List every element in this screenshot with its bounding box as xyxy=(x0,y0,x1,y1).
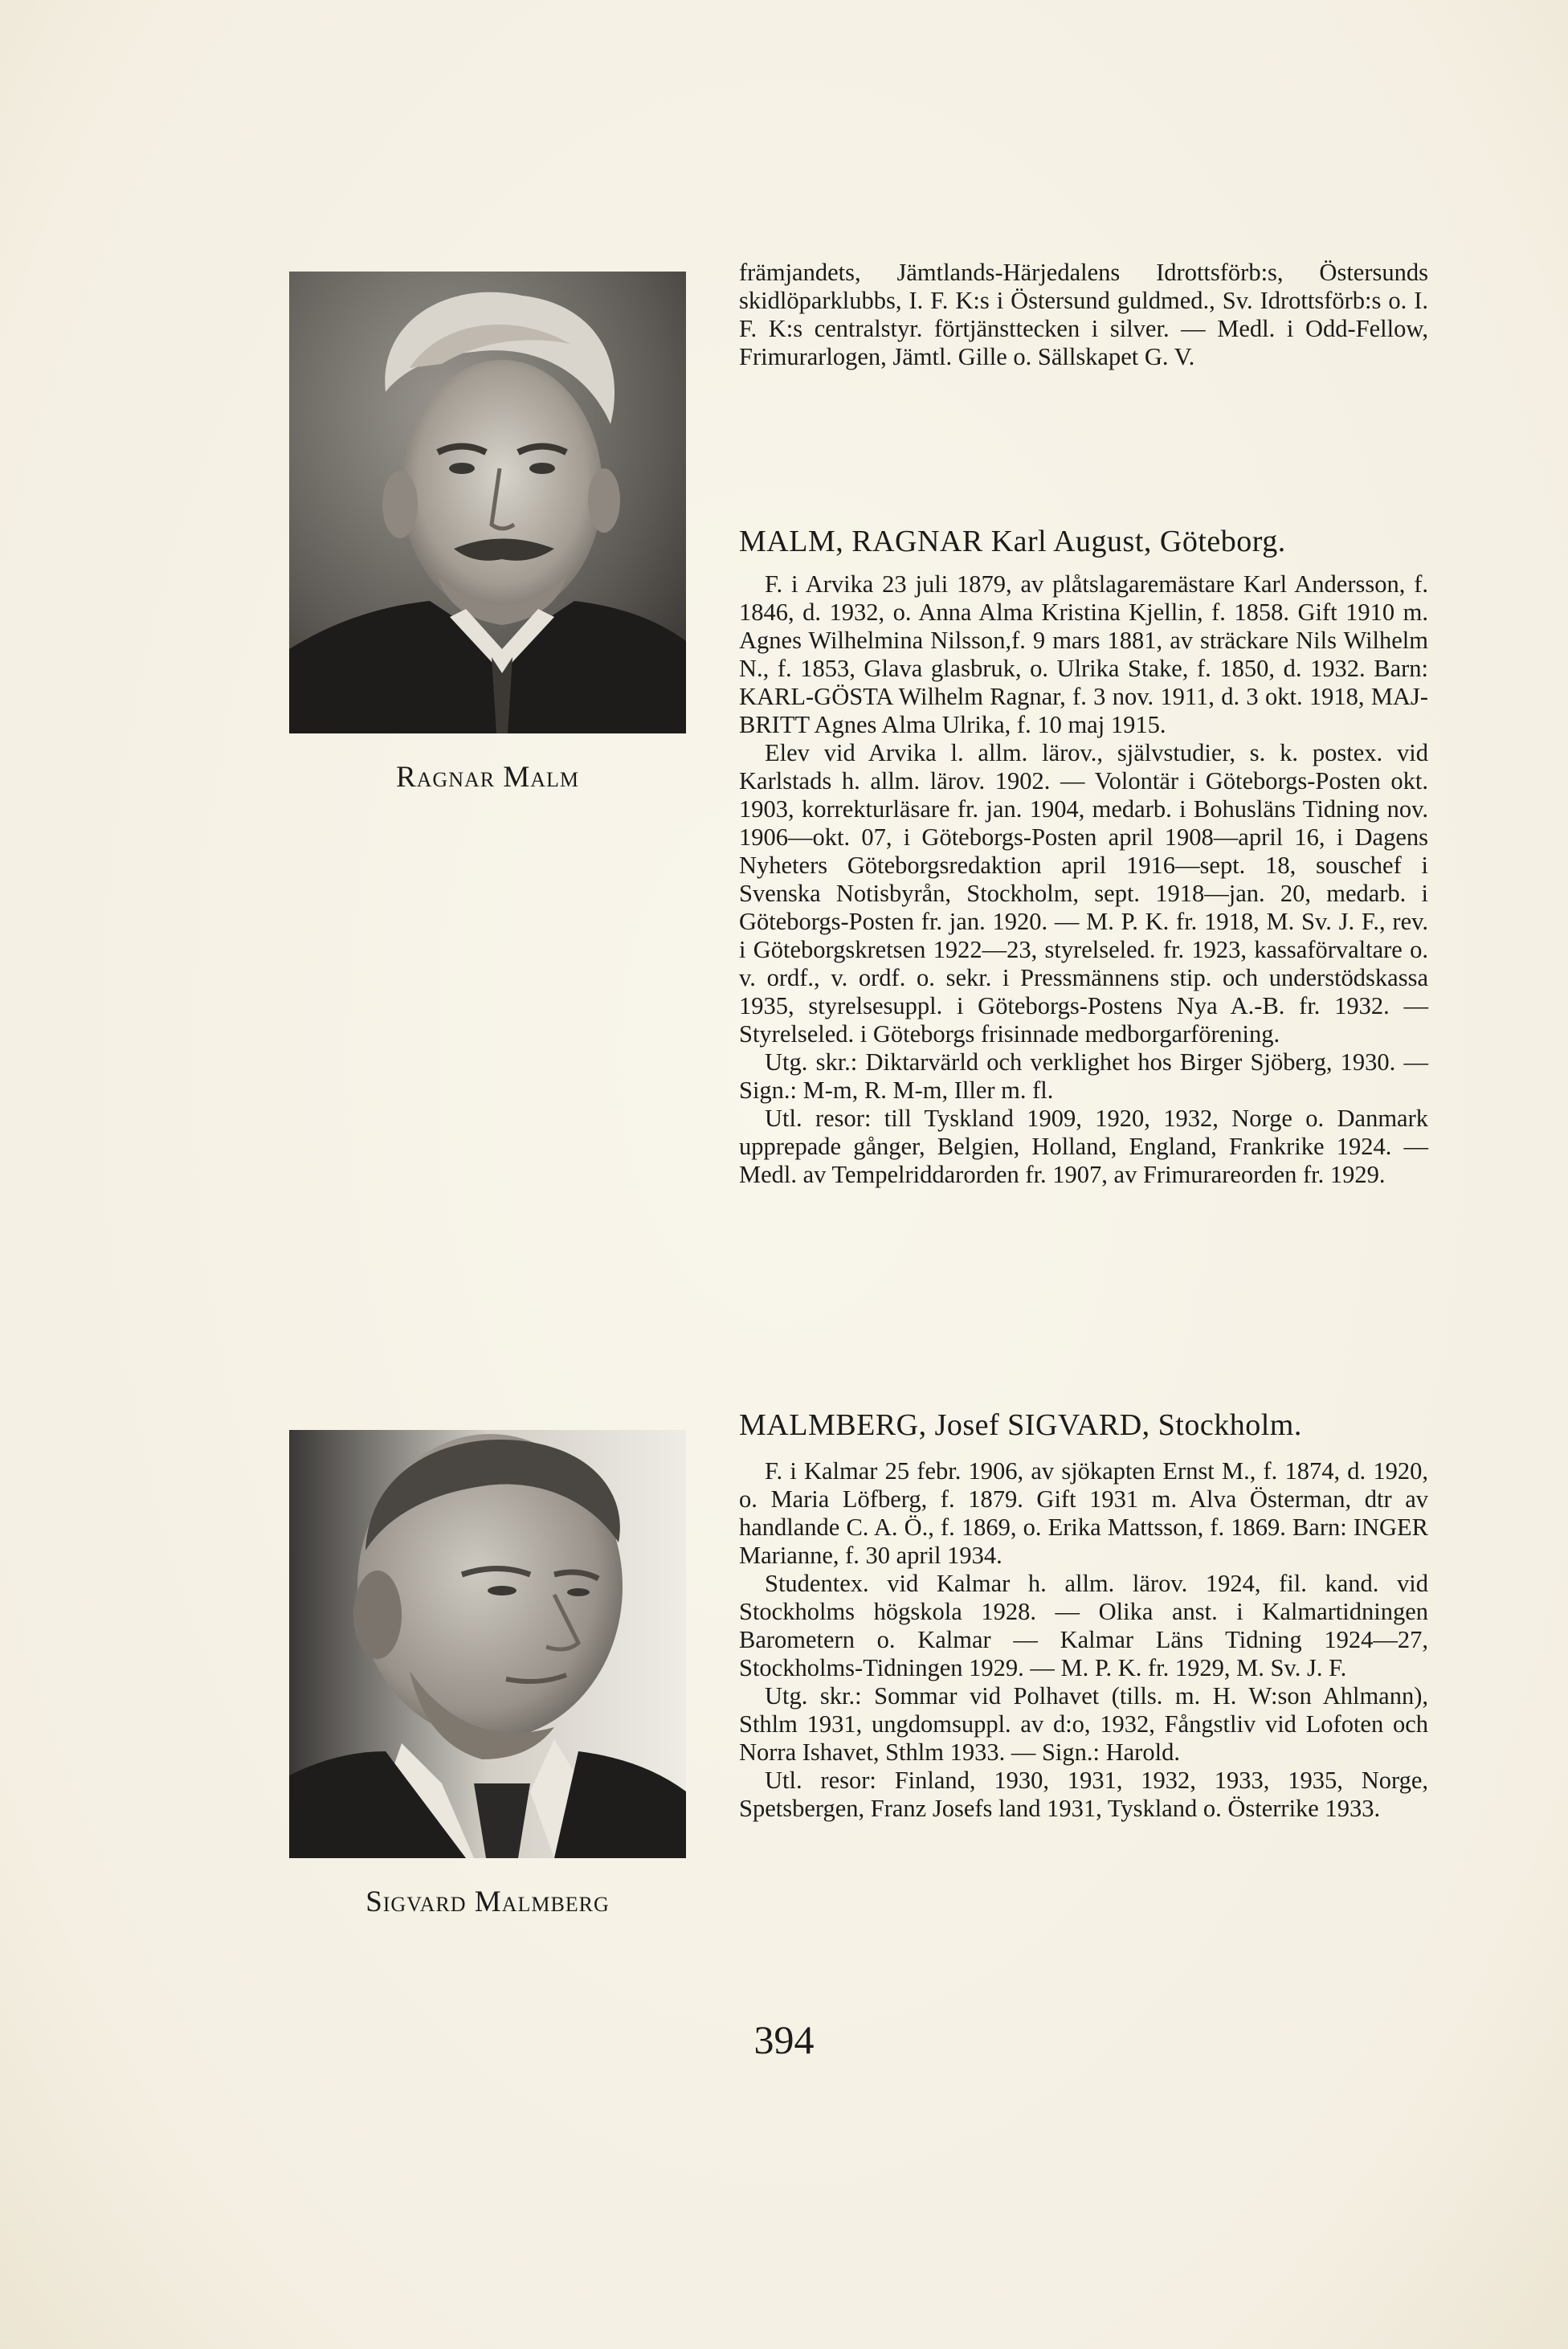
entry-paragraph: F. i Kalmar 25 febr. 1906, av sjökapten Ernst M., f. 1874, d. 1920, o. Maria Löfberg, f. 1879. Gift 1931 m. Alva Österman, dtr av handlande C. A. Ö., f. 1869, o. Erika Mattsson, f. 1869. Barn: INGER Marianne, f. 30 april 1934. xyxy=(739,1457,1428,1569)
caption-text: Sigvard Malmberg xyxy=(365,1885,610,1918)
entry-body-malm xyxy=(739,570,1428,1189)
entry-paragraph: Utl. resor: Finland, 1930, 1931, 1932, 1933, 1935, Norge, Spetsbergen, Franz Josefs land 1931, Tyskland o. Österrike 1933. xyxy=(739,1767,1428,1822)
portrait-image xyxy=(289,272,686,733)
portrait-ragnar-malm xyxy=(289,272,686,733)
continuation-text xyxy=(739,259,1428,371)
entry-paragraph: F. i Arvika 23 juli 1879, av plåtslagaremästare Karl Andersson, f. 1846, d. 1932, o. Anna Alma Kristina Kjellin, f. 1858. Gift 1910 m. Agnes Wilhelmina Nilsson,f. 9 mars 1881, av sträckare Nils Wilhelm N., f. 1853, Glava glasbruk, o. Ulrika Stake, f. 1850, d. 1932. Barn: KARL-GÖSTA Wilhelm Ragnar, f. 3 nov. 1911, d. 3 okt. 1918, MAJ-BRITT Agnes Alma Ulrika, f. 10 maj 1915. xyxy=(739,570,1428,738)
portrait-caption-ragnar-malm xyxy=(289,760,686,795)
portrait-sigvard-malmberg xyxy=(289,1430,686,1858)
entry-paragraph: Studentex. vid Kalmar h. allm. lärov. 1924, fil. kand. vid Stockholms högskola 1928. — Olika anst. i Kalmartidningen Barometern o. Kalmar — Kalmar Läns Tidning 1924—27, Stockholms-Tidningen 1929. — M. P. K. fr. 1929, M. Sv. J. F. xyxy=(739,1570,1428,1681)
entry-body-malmberg xyxy=(739,1457,1428,1823)
portrait-caption-sigvard-malmberg xyxy=(289,1885,686,1919)
entry-paragraph: Utl. resor: till Tyskland 1909, 1920, 1932, Norge o. Danmark upprepade gånger, Belgien, Holland, England, Frankrike 1924. — Medl. av Tempelriddarorden fr. 1907, av Frimurareorden fr. 1929. xyxy=(739,1105,1428,1188)
entry-paragraph: Elev vid Arvika l. allm. lärov., självstudier, s. k. postex. vid Karlstads h. allm. lärov. 1902. — Volontär i Göteborgs-Posten okt. 1903, korrekturläsare fr. jan. 1904, medarb. i Bohusläns Tidning nov. 1906—okt. 07, i Göteborgs-Posten april 1908—april 16, i Dagens Nyheters Göteborgsredaktion april 1916—sept. 18, souschef i Svenska Notisbyrån, Stockholm, sept. 1918—jan. 20, medarb. i Göteborgs-Posten fr. jan. 1920. — M. P. K. fr. 1918, M. Sv. J. F., rev. i Göteborgskretsen 1922—23, styrelseled. fr. 1923, kassaförvaltare o. v. ordf., v. ordf. o. sekr. i Pressmännens stip. och understödskassa 1935, styrelsesuppl. i Göteborgs-Postens Nya A.-B. fr. 1932. — Styrelseled. i Göteborgs frisinnade medborgarförening. xyxy=(739,739,1428,1048)
entry-heading-malmberg: MALMBERG, Josef SIGVARD, Stockholm. xyxy=(739,1408,1302,1442)
portrait-image xyxy=(289,1430,686,1858)
entry-paragraph: Utg. skr.: Sommar vid Polhavet (tills. m. H. W:son Ahlmann), Sthlm 1931, ungdomsuppl. av d:o, 1932, Fångstliv vid Lofoten och Norra Ishavet, Sthlm 1933. — Sign.: Harold. xyxy=(739,1682,1428,1766)
continuation-paragraph: främjandets, Jämtlands-Härjedalens Idrottsförb:s, Östersunds skidlöparklubbs, I. F. K:s i Östersund guldmed., Sv. Idrottsförb:s o. I. F. K:s centralstyr. förtjänsttecken i silver. — Medl. i Odd-Fellow, Frimurarlogen, Jämtl. Gille o. Sällskapet G. V. xyxy=(739,259,1428,370)
entry-heading-malm: MALM, RAGNAR Karl August, Göteborg. xyxy=(739,525,1286,558)
caption-text: Ragnar Malm xyxy=(395,761,580,794)
entry-paragraph: Utg. skr.: Diktarvärld och verklighet hos Birger Sjöberg, 1930. — Sign.: M-m, R. M-m, Iller m. fl. xyxy=(739,1048,1428,1104)
page-number: 394 xyxy=(753,2017,815,2062)
